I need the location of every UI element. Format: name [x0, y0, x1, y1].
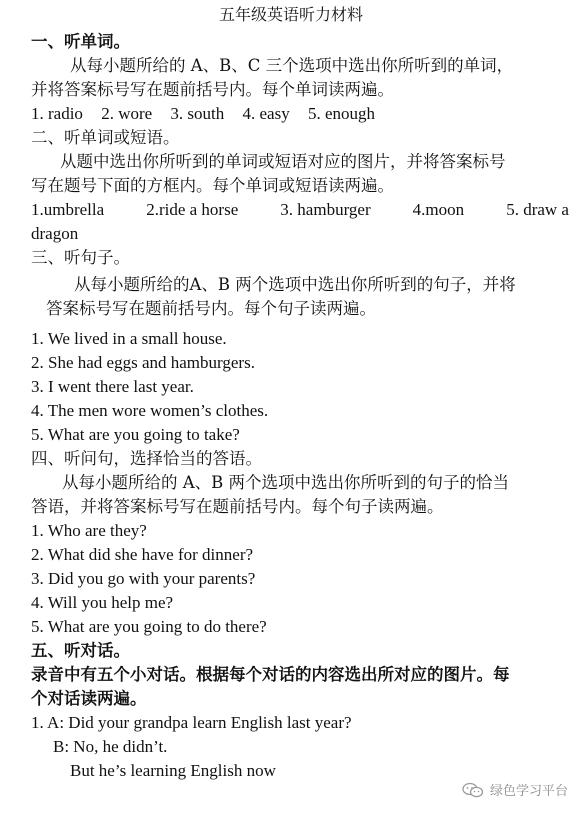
phrase-item: 5. draw a [506, 200, 569, 219]
word-item: 2. wore [101, 104, 153, 123]
sentence-item: 1. We lived in a small house. [31, 329, 227, 348]
phrase-item-continued: dragon [31, 224, 79, 243]
dialogue-line: B: No, he didn’t. [53, 737, 168, 756]
word-item: 4. easy [242, 104, 290, 123]
dialogue-line: But he’s learning English now [70, 761, 276, 780]
sentence-item: 2. She had eggs and hamburgers. [31, 353, 255, 372]
question-item: 4. Will you help me? [31, 593, 174, 612]
sentence-item: 4. The men wore women’s clothes. [31, 401, 269, 420]
section-4-heading: 四、听问句，选择恰当的答语。 [31, 449, 262, 468]
watermark [462, 780, 568, 799]
watermark-text: 绿色学习平台 [489, 784, 568, 799]
question-item: 2. What did she have for dinner? [31, 545, 254, 564]
word-item: 1. radio [31, 104, 83, 123]
section-2-instruction-line-1: 从题中选出你所听到的单词或短语对应的图片，并将答案标号 [60, 152, 506, 171]
dialogue-line: 1. A: Did your grandpa learn English last year? [31, 713, 352, 732]
question-item: 1. Who are they? [31, 521, 147, 540]
section-2-heading: 二、听单词或短语。 [31, 128, 180, 147]
section-2-instruction-line-2: 写在题号下面的方框内。每个单词或短语读两遍。 [31, 176, 394, 195]
section-5-heading: 五、听对话。 [31, 641, 130, 660]
section-4-instruction-line-1: 从每小题所给的 A、B 两个选项中选出你所听到的句子的恰当 [62, 473, 510, 492]
question-item: 3. Did you go with your parents? [31, 569, 256, 588]
section-1-instruction-line-2: 并将答案标号写在题前括号内。每个单词读两遍。 [31, 80, 394, 99]
section-5-instruction-line-1: 录音中有五个小对话。根据每个对话的内容选出所对应的图片。每 [31, 665, 510, 684]
sentence-item: 3. I went there last year. [31, 377, 194, 396]
section-1-heading: 一、听单词。 [31, 32, 130, 51]
sentence-item: 5. What are you going to take? [31, 425, 240, 444]
section-5-instruction-line-2: 个对话读两遍。 [31, 689, 147, 708]
phrase-item: 1.umbrella [31, 200, 105, 219]
section-3-heading: 三、听句子。 [31, 248, 130, 267]
section-3-instruction-line-2: 答案标号写在题前括号内。每个句子读两遍。 [46, 299, 376, 318]
wechat-icon [462, 782, 484, 798]
word-item: 5. enough [307, 104, 376, 123]
section-4-instruction-line-2: 答语，并将答案标号写在题前括号内。每个句子读两遍。 [31, 497, 444, 516]
section-2-word-list [31, 198, 569, 222]
page-title: 五年级英语听力材料 [218, 5, 363, 24]
section-3-instruction-line-1: 从每小题所给的A、B 两个选项中选出你所听到的句子，并将 [74, 275, 516, 294]
word-item: 3. south [170, 104, 225, 123]
section-1-instruction-line-1: 从每小题所给的 A、B、C 三个选项中选出你所听到的单词， [70, 56, 514, 75]
question-item: 5. What are you going to do there? [31, 617, 267, 636]
section-1-word-list [31, 102, 389, 126]
phrase-item: 4.moon [412, 200, 465, 219]
phrase-item: 2.ride a horse [146, 200, 239, 219]
phrase-item: 3. hamburger [280, 200, 371, 219]
